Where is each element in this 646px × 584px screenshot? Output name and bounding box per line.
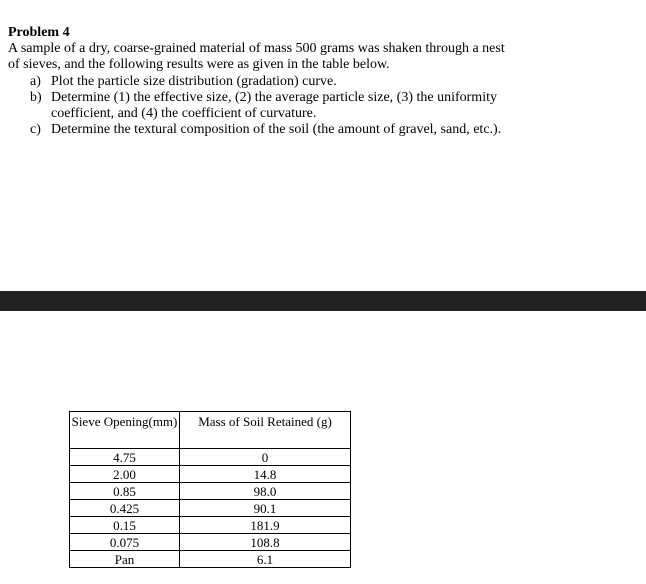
table-row [70,551,351,568]
header-mass-retained: Mass of Soil Retained (g) [180,412,351,449]
task-list [30,74,630,138]
section-divider-bar [0,291,646,311]
task-item-a [30,74,630,90]
mass-retained-cell: 90.1 [180,500,351,517]
table-row [70,449,351,466]
problem-title: Problem 4 [8,25,70,40]
problem-statement [8,41,608,73]
sieve-results-table [69,411,351,568]
task-text: Determine the textural composition of the soil (the amount of gravel, sand, etc.). [51,122,502,137]
table-header-row [70,412,351,449]
task-text: Determine (1) the effective size, (2) the average particle size, (3) the uniformity [51,90,497,105]
mass-retained-cell: 181.9 [180,517,351,534]
table-row [70,534,351,551]
sieve-opening-cell: 0.15 [70,517,180,534]
task-text: Plot the particle size distribution (gradation) curve. [51,74,337,89]
mass-retained-cell: 108.8 [180,534,351,551]
problem-statement-line: A sample of a dry, coarse-grained material of mass 500 grams was shaken through a nest [8,41,505,56]
sieve-opening-cell: 0.075 [70,534,180,551]
sieve-opening-cell: 0.425 [70,500,180,517]
table-row [70,483,351,500]
sieve-opening-cell: 4.75 [70,449,180,466]
table-row [70,500,351,517]
table-row [70,466,351,483]
mass-retained-cell: 98.0 [180,483,351,500]
mass-retained-cell: 6.1 [180,551,351,568]
task-item-c [30,122,630,138]
task-text: coefficient, and (4) the coefficient of curvature. [51,106,317,121]
task-marker: a) [30,74,41,89]
sieve-opening-cell: Pan [70,551,180,568]
task-marker: c) [30,122,41,137]
table-row [70,517,351,534]
mass-retained-cell: 0 [180,449,351,466]
sieve-opening-cell: 2.00 [70,466,180,483]
problem-statement-line: of sieves, and the following results were as given in the table below. [8,57,390,72]
header-sieve-opening: Sieve Opening(mm) [70,412,180,449]
mass-retained-cell: 14.8 [180,466,351,483]
task-marker: b) [30,90,42,105]
task-item-b [30,90,630,122]
sieve-opening-cell: 0.85 [70,483,180,500]
